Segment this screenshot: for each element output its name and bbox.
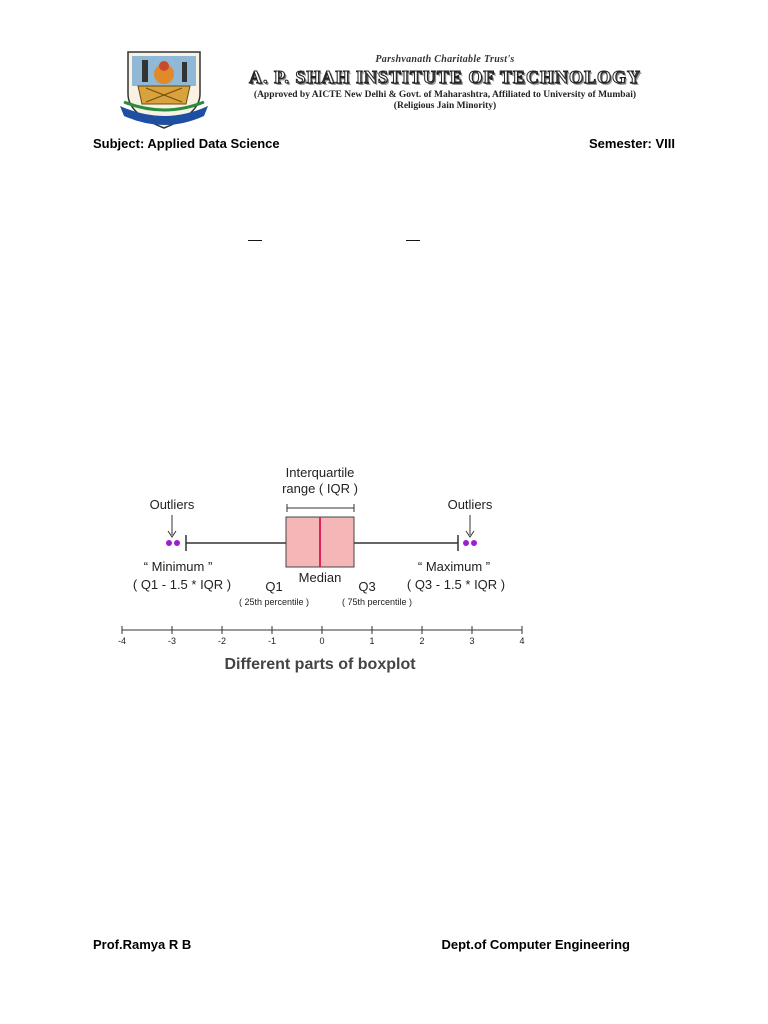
minimum-formula: ( Q1 - 1.5 * IQR ) bbox=[132, 577, 232, 592]
dash-mark: — bbox=[406, 231, 420, 247]
axis-tick-label: -4 bbox=[117, 636, 127, 646]
department-label: Dept.of Computer Engineering bbox=[441, 937, 630, 952]
outlier-point bbox=[174, 540, 180, 546]
outliers-left-label: Outliers bbox=[149, 497, 195, 512]
maximum-label: “ Maximum ” bbox=[417, 559, 491, 574]
institute-header bbox=[240, 54, 650, 111]
author-label: Prof.Ramya R B bbox=[93, 937, 192, 952]
institute-name: A. P. SHAH INSTITUTE OF TECHNOLOGY bbox=[249, 67, 641, 87]
approval-line: (Approved by AICTE New Delhi & Govt. of Maharashtra, Affiliated to University of Mumbai) bbox=[253, 90, 637, 100]
axis-tick-label: 0 bbox=[319, 636, 325, 646]
q3-percentile: ( 75th percentile ) bbox=[341, 597, 413, 607]
iqr-label-line2: range ( IQR ) bbox=[282, 481, 358, 496]
axis-tick-label: -3 bbox=[167, 636, 177, 646]
axis-tick-label: 4 bbox=[519, 636, 525, 646]
outlier-point bbox=[471, 540, 477, 546]
q1-percentile: ( 25th percentile ) bbox=[238, 597, 310, 607]
subject-label: Subject: Applied Data Science bbox=[93, 136, 280, 151]
semester-label: Semester: VIII bbox=[589, 136, 675, 151]
axis-tick-label: 2 bbox=[419, 636, 425, 646]
q3-label: Q3 bbox=[358, 579, 376, 594]
outlier-point bbox=[463, 540, 469, 546]
trust-name: Parshvanath Charitable Trust's bbox=[375, 54, 515, 65]
figure-caption: Different parts of boxplot bbox=[224, 656, 416, 673]
dash-mark: — bbox=[248, 231, 262, 247]
outliers-right-label: Outliers bbox=[447, 497, 493, 512]
maximum-formula: ( Q3 - 1.5 * IQR ) bbox=[406, 577, 506, 592]
axis-tick-label: -1 bbox=[267, 636, 277, 646]
minimum-label: “ Minimum ” bbox=[143, 559, 213, 574]
median-label: Median bbox=[298, 570, 342, 585]
axis-tick-label: -2 bbox=[217, 636, 227, 646]
iqr-label-line1: Interquartile bbox=[285, 465, 355, 480]
axis-tick-label: 1 bbox=[369, 636, 375, 646]
boxplot-figure bbox=[110, 455, 540, 680]
outlier-point bbox=[166, 540, 172, 546]
q1-label: Q1 bbox=[265, 579, 283, 594]
axis-tick-label: 3 bbox=[469, 636, 475, 646]
institute-logo bbox=[116, 48, 212, 132]
minority-line: (Religious Jain Minority) bbox=[393, 101, 497, 111]
